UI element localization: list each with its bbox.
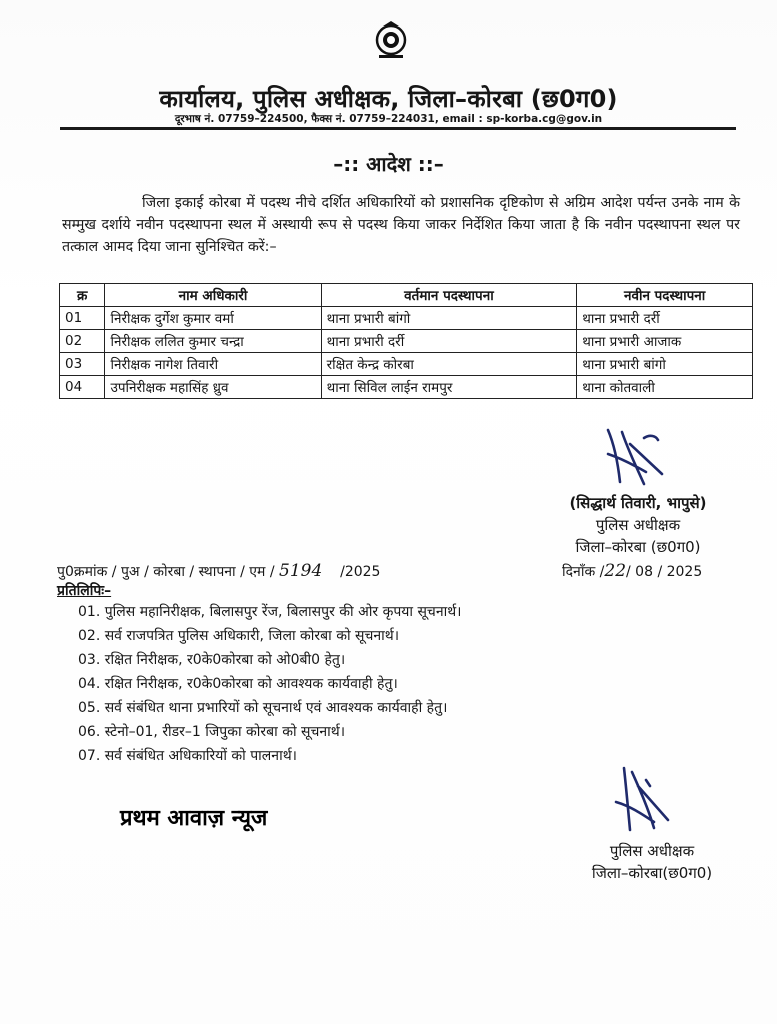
reference-number xyxy=(57,561,380,581)
date-day-handwritten: 22 xyxy=(604,561,627,581)
header-serial: क्र xyxy=(60,284,105,307)
cell-current-posting: थाना सिविल लाईन रामपुर xyxy=(321,376,577,399)
list-item: 05. सर्व संबंधित थाना प्रभारियों को सूचनार्थ एवं आवश्यक कार्यवाही हेतु। xyxy=(78,700,448,716)
order-heading: –:: आदेश ::– xyxy=(333,152,444,176)
header-officer-name: नाम अधिकारी xyxy=(105,284,321,307)
reference-prefix: पु0क्रमांक / पुअ / कोरबा / स्थापना / एम / xyxy=(57,564,280,580)
copy-to-list xyxy=(78,600,461,768)
table-row xyxy=(60,307,753,330)
signatory-district: जिला–कोरबा (छ0ग0) xyxy=(575,538,701,556)
date-rest: / 08 / 2025 xyxy=(626,564,703,580)
bottom-signatory-designation: पुलिस अधीक्षक xyxy=(609,842,695,860)
cell-officer-name: निरीक्षक नागेश तिवारी xyxy=(105,353,321,376)
bottom-signatory-district: जिला–कोरबा(छ0ग0) xyxy=(591,864,713,882)
transfer-table xyxy=(59,283,753,399)
list-item: 02. सर्व राजपत्रित पुलिस अधिकारी, जिला कोरबा को सूचनार्थ। xyxy=(78,628,400,644)
handwritten-signature-icon xyxy=(600,424,672,492)
cell-current-posting: थाना प्रभारी बांगो xyxy=(321,307,577,330)
bottom-signatory-block xyxy=(576,840,728,884)
cell-serial: 04 xyxy=(60,376,105,399)
reference-date xyxy=(562,561,702,581)
cell-officer-name: निरीक्षक ललित कुमार चन्द्रा xyxy=(105,330,321,353)
header-divider xyxy=(60,127,736,130)
signatory-block xyxy=(545,492,731,558)
reference-year: /2025 xyxy=(340,564,381,580)
cell-new-posting: थाना प्रभारी आजाक xyxy=(577,330,753,353)
cell-serial: 01 xyxy=(60,307,105,330)
cell-serial: 02 xyxy=(60,330,105,353)
cell-new-posting: थाना प्रभारी दर्री xyxy=(577,307,753,330)
contact-line: दूरभाष नं. 07759–224500, फैक्स नं. 07759–224031, email : sp-korba.cg@gov.in xyxy=(174,113,603,125)
handwritten-signature-icon xyxy=(610,762,674,838)
cell-serial: 03 xyxy=(60,353,105,376)
header-new-posting: नवीन पदस्थापना xyxy=(577,284,753,307)
reference-handwritten-number: 5194 xyxy=(279,561,323,581)
cell-current-posting: रक्षित केन्द्र कोरबा xyxy=(321,353,577,376)
signatory-designation: पुलिस अधीक्षक xyxy=(595,516,681,534)
list-item: 03. रक्षित निरीक्षक, र0के0कोरबा को ओ0बी0 हेतु। xyxy=(78,652,346,668)
table-row xyxy=(60,376,753,399)
list-item: 07. सर्व संबंधित अधिकारियों को पालनार्थ। xyxy=(78,748,297,764)
cell-officer-name: निरीक्षक दुर्गेश कुमार वर्मा xyxy=(105,307,321,330)
copy-to-label: प्रतिलिपिः– xyxy=(57,583,112,599)
watermark-text: प्रथम आवाज़ न्यूज xyxy=(120,806,268,831)
police-emblem-icon xyxy=(371,18,411,62)
list-item: 01. पुलिस महानिरीक्षक, बिलासपुर रेंज, बिलासपुर की ओर कृपया सूचनार्थ। xyxy=(78,604,462,620)
list-item: 06. स्टेनो–01, रीडर–1 जिपुका कोरबा को सूचनार्थ। xyxy=(78,724,346,740)
cell-current-posting: थाना प्रभारी दर्री xyxy=(321,330,577,353)
office-title: कार्यालय, पुलिस अधीक्षक, जिला–कोरबा (छ0ग0) xyxy=(159,85,618,113)
table-header-row xyxy=(60,284,753,307)
cell-new-posting: थाना प्रभारी बांगो xyxy=(577,353,753,376)
order-body-text: जिला इकाई कोरबा में पदस्थ नीचे दर्शित अधिकारियों को प्रशासनिक दृष्टिकोण से अग्रिम आदेश पर्यन्त उनके नाम के सम्मुख दर्शाये नवीन पदस्थापना स्थल में अस्थायी रूप से पदस्थ किया जाकर निर्देशित किया जाता है कि नवीन पदस्थापना स्थल पर तत्काल आमद दिया जाना सुनिश्चित करें:– xyxy=(62,195,740,255)
table-row xyxy=(60,330,753,353)
signatory-name: (सिद्धार्थ तिवारी, भापुसे) xyxy=(569,494,707,512)
cell-new-posting: थाना कोतवाली xyxy=(577,376,753,399)
date-label: दिनाँक / xyxy=(562,564,605,580)
list-item: 04. रक्षित निरीक्षक, र0के0कोरबा को आवश्यक कार्यवाही हेतु। xyxy=(78,676,398,692)
cell-officer-name: उपनिरीक्षक महासिंह ध्रुव xyxy=(105,376,321,399)
header-current-posting: वर्तमान पदस्थापना xyxy=(321,284,577,307)
table-row xyxy=(60,353,753,376)
